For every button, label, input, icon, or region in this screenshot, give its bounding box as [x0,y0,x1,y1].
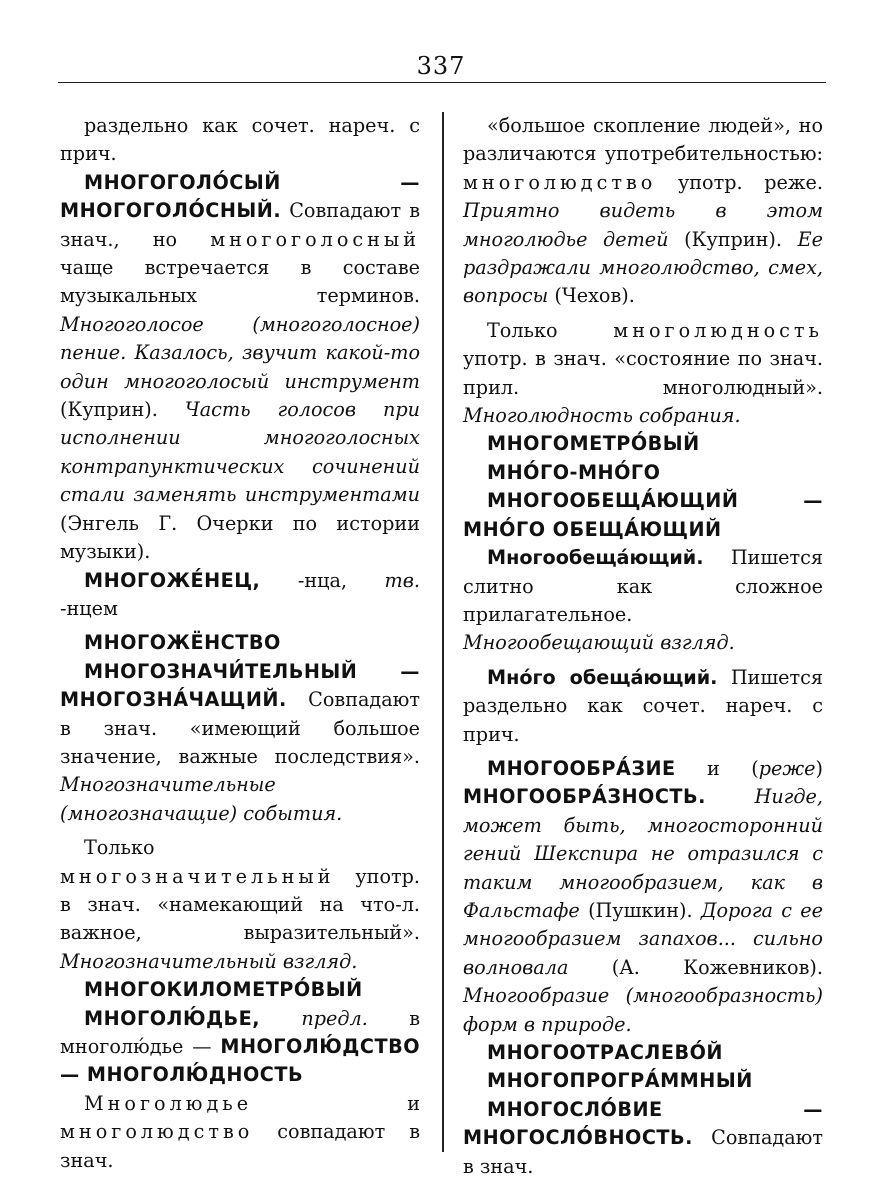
spaced-term: Многолюдье [84,1091,253,1115]
entry-mnogootraslevoy [463,1039,823,1067]
subheadword: Многообеща́ющий. [487,546,704,570]
grammar-note: в многолю́дье — [60,1006,420,1058]
headword: МНОГОГОЛО́СЫЙ — МНОГОГОЛО́СНЫЙ. [60,170,420,223]
subheadword: Мно́го обеща́ющий. [487,665,718,689]
headword: МНОГООТРАСЛЕВО́Й [487,1041,723,1064]
source-citation: (Пушкин). [579,898,701,922]
example-text: Ее раздражали многолюдство, смех, вопросы [463,227,823,308]
grammar-note: -нца, [260,568,385,592]
entry-mnogoobrazie [463,755,823,1039]
definition-text: и [252,1091,420,1115]
column-divider [442,112,444,1152]
headword: МНОГОКИЛОМЕТРО́ВЫЙ [84,978,363,1002]
definition-text: Совпадают в знач., но [60,199,420,251]
entry-mnogogolosy [60,169,420,567]
definition-text: Совпадают в знач. «имеющий большое значение, важные последствия». [60,688,420,768]
spaced-term: многозначительный [60,864,335,888]
grammar-label: предл. [260,1006,368,1030]
entry-mnogozhenets [60,567,420,624]
headword: МНОГОПРОГРА́ММНЫЙ [487,1069,753,1093]
definition-text: Пишется раздельно как сочет. нареч. с прич. [463,665,823,746]
left-column [60,112,420,1175]
definition-text: употр. реже. [656,170,823,194]
usage-note [60,834,420,976]
source-citation: (Куприн). [60,398,185,422]
example-text: Многолюдность собрания. [463,404,741,428]
usage-note [60,1090,420,1175]
spaced-term: многоголосный [210,227,420,251]
definition-text: Только [487,318,614,342]
definition-text: Пишется слитно как сложное прилагательное. [463,546,823,626]
entry-mnogokilometrovy [60,976,420,1004]
definition-text: «большое скопление людей», но различаются употребительностью: [463,114,823,166]
example-text: Нигде, может быть, многосторонний гений Шекспира не отразился с таким многообразием, как в Фальстафе [463,785,823,922]
example-text: Многообразие (многообразность) форм в природе. [463,984,823,1036]
entry-mnogoprogrammny [463,1067,823,1095]
grammar-label: тв. [384,568,420,592]
definition-text: употр. в знач. «состояние по знач. прил. многолюдный». [463,347,823,399]
headword: МНОГОЖЁНСТВО [84,631,281,655]
headword: МНОГОМЕТРО́ВЫЙ [487,432,700,456]
spaced-term: многолюдство [463,170,657,194]
example-text: Многоголосое (многоголосное) пение. Казалось, звучит какой-то один многоголосый инструмент [60,312,420,393]
sub-entry [463,664,823,749]
continuation-text [463,112,823,311]
grammar-note: ) [815,756,823,780]
source-citation: (А. Кожевников). [568,955,823,979]
definition-text: совпадают в знач. [60,1120,420,1172]
grammar-label: реже [758,756,816,780]
headword: МНО́ГО-МНО́ГО [487,460,661,484]
definition-text: употр. в знач. «намекающий на что-л. важное, выразительный». [60,864,420,945]
entry-mnogometrovy [463,430,823,458]
headword: МНОГОЛЮ́ДСТВО — МНОГОЛЮ́ДНОСТЬ [60,1035,420,1087]
sub-entry [463,544,823,658]
entry-mnogoslovie [463,1096,823,1181]
continuation-text: раздельно как сочет. нареч. с прич. [60,114,420,166]
entry-mnogoznachitelny [60,658,420,828]
definition-text: Только [84,836,155,860]
example-text: Приятно видеть в этом многолюдье детей [463,199,823,251]
headword: МНОГООБРА́ЗИЕ [487,756,676,780]
grammar-note: и ( [675,756,759,780]
entry-mnogolyudye [60,1005,420,1090]
headword: МНОГОЖЕ́НЕЦ, [84,568,261,592]
example-text: Часть голосов при исполнении многоголосных контрапунктических сочинений стали заменять инструментами [60,398,420,507]
definition-text: Совпадают в знач. [463,1126,823,1178]
headword: МНОГООБРА́ЗНОСТЬ. [463,785,706,809]
spaced-term: многолюдство [60,1120,254,1144]
spaced-term: многолюдность [613,318,823,342]
entry-mnogozhenstvo [60,629,420,657]
right-column [463,112,823,1181]
source-citation: (Куприн). [668,227,798,251]
headword: МНОГОЛЮ́ДЬЕ, [84,1006,261,1030]
headword: МНОГОЗНАЧИ́ТЕЛЬНЫЙ — МНОГОЗНА́ЧАЩИЙ. [60,659,420,712]
source-citation: (Чехов). [548,284,635,308]
entry-mnogoobeshchayushchy [463,487,823,544]
example-text: Многообещающий взгляд. [463,631,735,655]
header-rule [58,82,826,83]
grammar-note: -нцем [60,596,118,620]
definition-text: чаще встречается в составе музыкальных терминов. [60,256,420,308]
headword: МНОГООБЕЩА́ЮЩИЙ — МНО́ГО ОБЕЩА́ЮЩИЙ [463,489,823,541]
example-text: Дорога с ее многообразием запахов... сильно волновала [463,898,823,979]
source-citation: (Энгель Г. Очерки по истории музыки). [60,511,420,564]
headword: МНОГОСЛО́ВИЕ — МНОГОСЛО́ВНОСТЬ. [463,1097,823,1150]
example-text: Многозначительные (многозначащие) события. [60,773,343,825]
page-number: 337 [416,52,466,80]
entry-mnogo-mnogo [463,459,823,487]
example-text: Многозначительный взгляд. [60,949,358,973]
usage-note [463,317,823,431]
